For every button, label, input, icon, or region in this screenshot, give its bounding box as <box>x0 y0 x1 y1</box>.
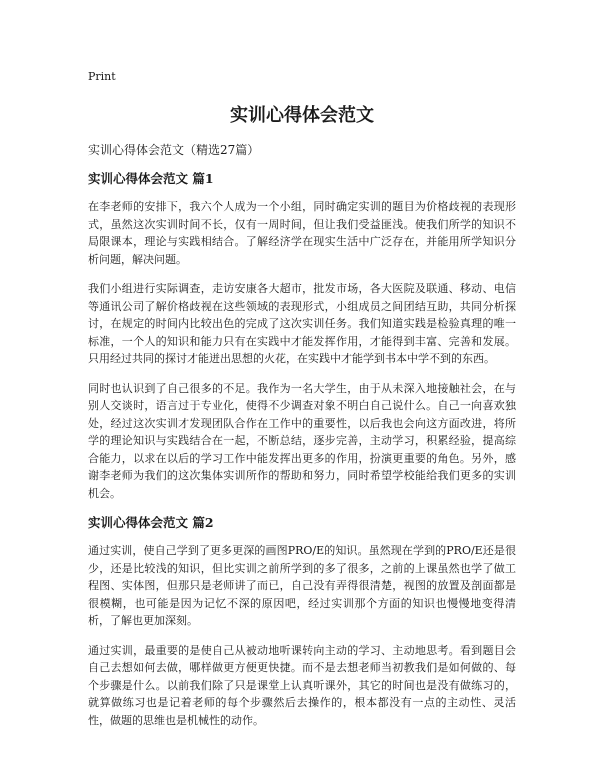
paragraph: 同时也认识到了自己很多的不足。我作为一名大学生，由于从未深入地接触社会，在与别人交谈时，语言过于专业化，使得不少调查对象不明白自己说什么。自己一向喜欢独处，经过这次实训才发现团队合作在工作中的重要性，以后我也会向这方面改进，将所学的理论知识与实践结合在一起，不断总结，逐步完善，主动学习，积累经验，提高综合能力，以求在以后的学习工作中能发挥出更多的作用，扮演更重要的角色。另外，感谢李老师为我们的这次集体实训所作的帮助和努力，同时希望学校能给我们更多的实训机会。 <box>88 381 516 500</box>
paragraph: 通过实训，使自己学到了更多更深的画图PRO/E的知识。虽然现在学到的PRO/E还是很少，还是比较浅的知识，但比实训之前所学到的多了很多，之前的上课虽然也学了做工程图、实体图，但那只是老师讲了而已，自己没有弄得很清楚，视图的放置及剖面都是很模糊，也可能是因为记忆不深的原因吧，经过实训那个方面的知识也慢慢地变得清析，了解也更加深刻。 <box>88 544 516 627</box>
paragraph: 在李老师的安排下，我六个人成为一个小组，同时确定实训的题目为价格歧视的表现形式，虽然这次实训时间不长，仅有一周时间，但让我们受益匪浅。使我们所学的知识不局限课本，理论与实践相结合。了解经济学在现实生活中广泛存在，并能用所学知识分析问题，解决问题。 <box>88 200 516 266</box>
paragraph: 通过实训，最重要的是使自己从被动地听课转向主动的学习、主动地思考。看到题目会自己去想如何去做，哪样做更方便更快捷。而不是去想老师当初教我们是如何做的、每个步骤是什么。以前我们除了只是课堂上认真听课外，其它的时间也是没有做练习的，就算做练习也是记着老师的每个步骤然后去操作的，根本都没有一点的主动性、灵活性，做题的思维也是机械性的动作。 <box>88 643 516 727</box>
paragraph: 我们小组进行实际调查，走访安康各大超市，批发市场，各大医院及联通、移动、电信等通讯公司了解价格歧视在这些领域的表现形式，小组成员之间团结互助，共同分析探讨，在规定的时间内比较出色的完成了这次实训任务。我们知道实践是检验真理的唯一标准，一个人的知识和能力只有在实践中才能发挥作用，才能得到丰富、完善和发展。只用经过共同的探讨才能迸出思想的火花，在实践中才能学到书本中学不到的东西。 <box>88 282 516 365</box>
section-1 <box>88 170 516 502</box>
document-subtitle: 实训心得体会范文（精选27篇） <box>88 143 260 157</box>
section-heading: 实训心得体会范文 篇1 <box>88 171 214 186</box>
section-heading: 实训心得体会范文 篇2 <box>88 515 214 530</box>
document-page <box>88 70 516 741</box>
document-title: 实训心得体会范文 <box>230 105 374 126</box>
print-label[interactable]: Print <box>88 70 116 83</box>
section-2 <box>88 514 516 729</box>
